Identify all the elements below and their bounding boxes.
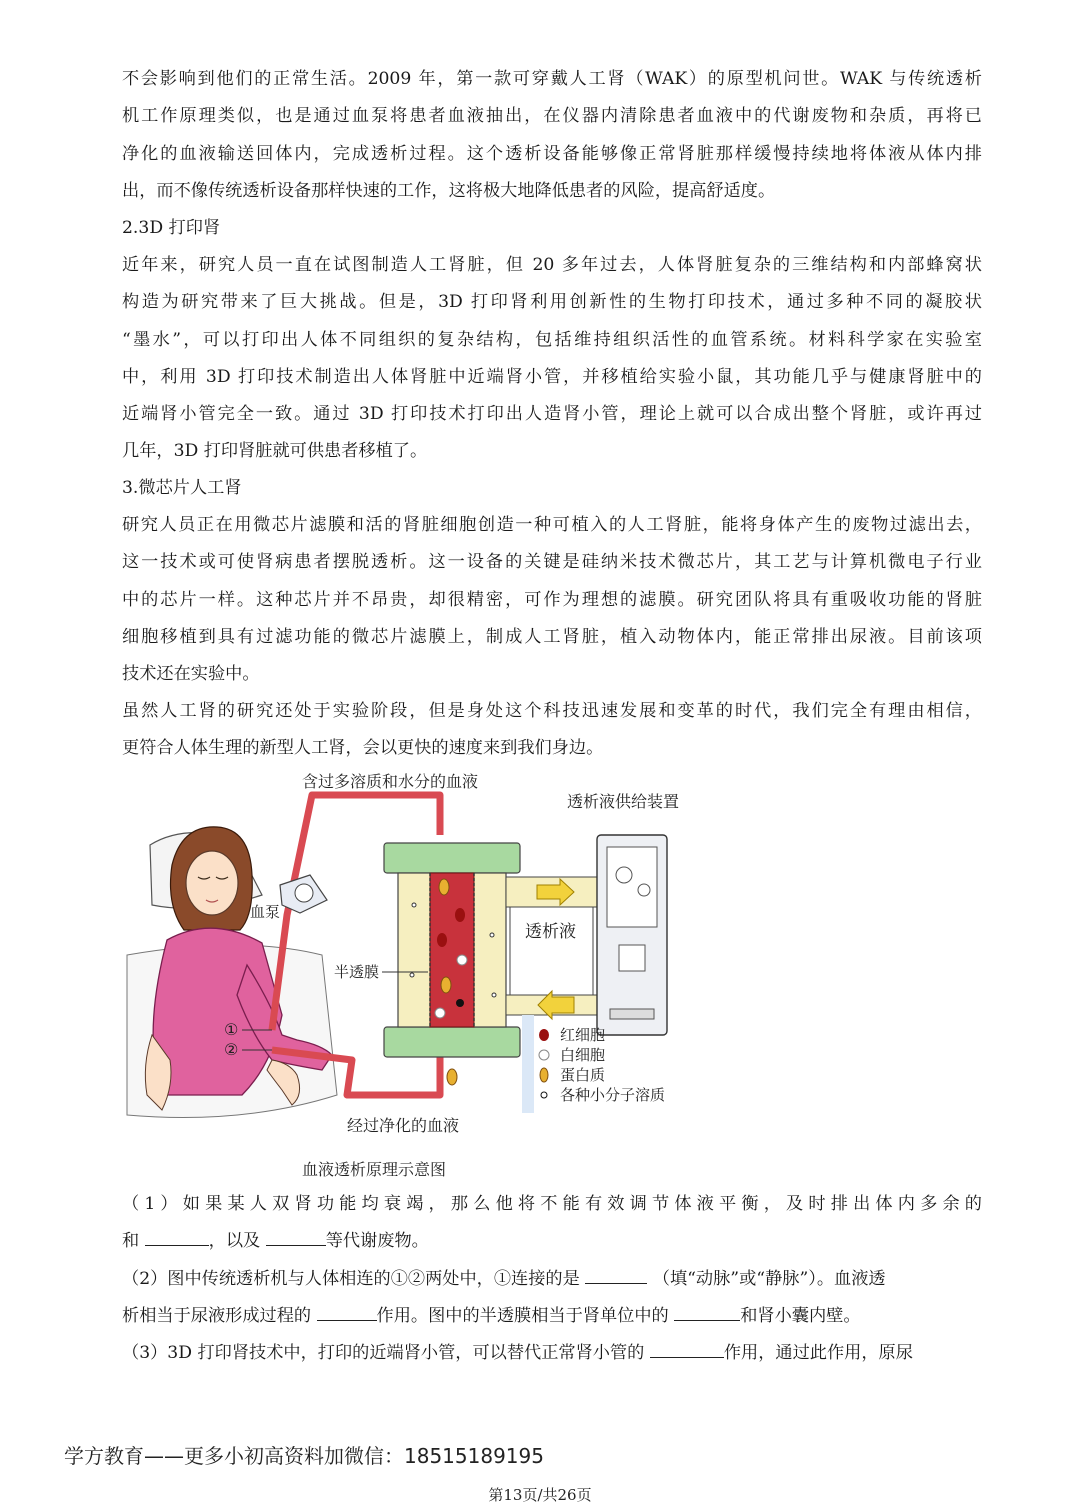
hemodialysis-diagram — [122, 765, 682, 1195]
question-1-line-2 — [122, 1223, 982, 1260]
text-line: “墨水”，可以打印出人体不同组织的复杂结构，包括维持组织活性的血管系统。材料科学家在实验室 — [122, 329, 982, 350]
answer-blank-2b[interactable] — [317, 1301, 377, 1321]
text-line: 细胞移植到具有过滤功能的微芯片滤膜上，制成人工肾脏，植入动物体内，能正常排出尿液。目前该项 — [122, 626, 982, 647]
q3-text: 作用，通过此作用，原尿 — [723, 1343, 913, 1364]
section-heading-3d-kidney — [122, 210, 982, 247]
answer-blank-1b[interactable] — [266, 1226, 326, 1246]
label-dialysate: 透析液 — [525, 922, 576, 942]
text-line: 这一技术或可使肾病患者摆脱透析。这一设备的关键是硅纳米技术微芯片，其工艺与计算机微电子行业 — [122, 552, 982, 573]
dialyzer-bottom-cap — [384, 1027, 520, 1057]
text-line: 中的芯片一样。这种芯片并不昂贵，却很精密，可作为理想的滤膜。研究团队将具有重吸收功能的肾脏 — [122, 589, 982, 610]
blood-channel — [430, 873, 474, 1027]
text-line: 构造为研究带来了巨大挑战。但是，3D 打印肾利用创新性的生物打印技术，通过多种不同的凝胶状 — [122, 292, 982, 313]
question-1-line-1: （1）如果某人双肾功能均衰竭，那么他将不能有效调节体液平衡，及时排出体内多余的 — [122, 1194, 982, 1214]
text-line: 近端肾小管完全一致。通过 3D 打印技术打印出人造肾小管，理论上就可以合成出整个肾脏，或许再过 — [122, 404, 982, 425]
label-blood-out: 经过净化的血液 — [347, 1116, 460, 1135]
text-line: 更符合人体生理的新型人工肾，会以更快的速度来到我们身边。 — [122, 738, 604, 759]
legend-solute-icon — [541, 1092, 547, 1098]
legend-rbc-icon — [539, 1029, 549, 1041]
label-membrane: 半透膜 — [334, 963, 380, 981]
text-line: 出，而不像传统透析设备那样快速的工作，这将极大地降低患者的风险，提高舒适度。 — [122, 180, 776, 201]
legend-wbc-icon — [539, 1050, 549, 1060]
legend-wbc-label: 白细胞 — [560, 1046, 606, 1064]
legend-protein-icon — [540, 1068, 548, 1082]
heading-text: 3.微芯片人工肾 — [122, 478, 242, 498]
face — [186, 851, 238, 915]
legend-rbc-label: 红细胞 — [560, 1026, 606, 1044]
text-line: 净化的血液输送回体内，完成透析过程。这个透析设备能够像正常肾脏那样缓慢持续地将体液从体内排 — [122, 143, 982, 164]
label-port-1: ① — [224, 1020, 239, 1039]
legend-bar — [522, 1015, 534, 1113]
label-supply-device: 透析液供给装置 — [567, 792, 680, 811]
question-3-line-1 — [122, 1335, 982, 1372]
q3-text: （3）3D 打印肾技术中，打印的近端肾小管，可以替代正常肾小管的 — [122, 1343, 645, 1364]
answer-blank-2a[interactable] — [585, 1264, 647, 1284]
text-line: 机工作原理类似，也是通过血泵将患者血液抽出，在仪器内清除患者血液中的代谢废物和杂质，再将已 — [122, 106, 982, 127]
page-number: 第13页/共26页 — [488, 1486, 592, 1504]
diagram-svg — [122, 765, 682, 1195]
q2-text: 和肾小囊内壁。 — [740, 1305, 861, 1326]
dialyzer-top-cap — [384, 843, 520, 873]
q2-text: （填“动脉”或“静脉”）。血液透 — [652, 1268, 886, 1289]
diagram-caption: 血液透析原理示意图 — [302, 1160, 447, 1179]
text-line: 不会影响到他们的正常生活。2009 年，第一款可穿戴人工肾（WAK）的原型机问世。WAK 与传统透析 — [122, 69, 982, 89]
label-blood-pump: 血泵 — [250, 903, 281, 921]
text-line: 技术还在实验中。 — [122, 664, 260, 685]
text-line: 近年来，研究人员一直在试图制造人工肾脏，但 20 多年过去，人体肾脏复杂的三维结构和内部蜂窝状 — [122, 255, 982, 275]
text-line: 几年，3D 打印肾脏就可供患者移植了。 — [122, 441, 428, 462]
q2-text: 析相当于尿液形成过程的 — [122, 1305, 312, 1326]
question-2-line-1 — [122, 1261, 982, 1298]
paragraph-microchip — [122, 507, 982, 693]
text-line: 虽然人工肾的研究还处于实验阶段，但是身处这个科技迅速发展和变革的时代，我们完全有理由相信， — [122, 701, 982, 721]
paragraph-3d-kidney — [122, 247, 982, 471]
text-line: 中，利用 3D 打印技术制造出人体肾脏中近端肾小管，并移植给实验小鼠，其功能几乎与健康肾脏中的 — [122, 366, 982, 387]
dialysate-supply-device — [597, 835, 667, 1035]
q2-text: （2）图中传统透析机与人体相连的①②两处中，①连接的是 — [122, 1268, 580, 1289]
heading-text: 2.3D 打印肾 — [122, 218, 221, 238]
answer-blank-2c[interactable] — [674, 1301, 740, 1321]
legend-protein-label: 蛋白质 — [560, 1066, 606, 1084]
blood-pump — [280, 875, 327, 913]
q2-text: 作用。图中的半透膜相当于肾单位中的 — [376, 1305, 669, 1326]
footer-advertisement: 学方教育——更多小初高资料加微信：18515189195 — [64, 1444, 544, 1468]
label-blood-in: 含过多溶质和水分的血液 — [302, 772, 479, 791]
q1-text: ，以及 — [208, 1231, 261, 1252]
answer-blank-1a[interactable] — [145, 1226, 209, 1246]
dialysate-label-box — [510, 907, 593, 995]
text-line: 研究人员正在用微芯片滤膜和活的肾脏细胞创造一种可植入的人工肾脏，能将身体产生的废物过滤出去， — [122, 515, 982, 535]
q1-text: 和 — [122, 1231, 140, 1252]
section-heading-microchip — [122, 470, 982, 507]
legend-solute-label: 各种小分子溶质 — [560, 1086, 666, 1104]
q1-text: 等代谢废物。 — [325, 1231, 429, 1252]
label-port-2: ② — [224, 1040, 239, 1059]
question-2-line-2 — [122, 1298, 982, 1335]
paragraph-wak — [122, 61, 982, 210]
answer-blank-3a[interactable] — [650, 1338, 724, 1358]
question-block — [122, 1186, 982, 1372]
paragraph-conclusion — [122, 693, 982, 768]
